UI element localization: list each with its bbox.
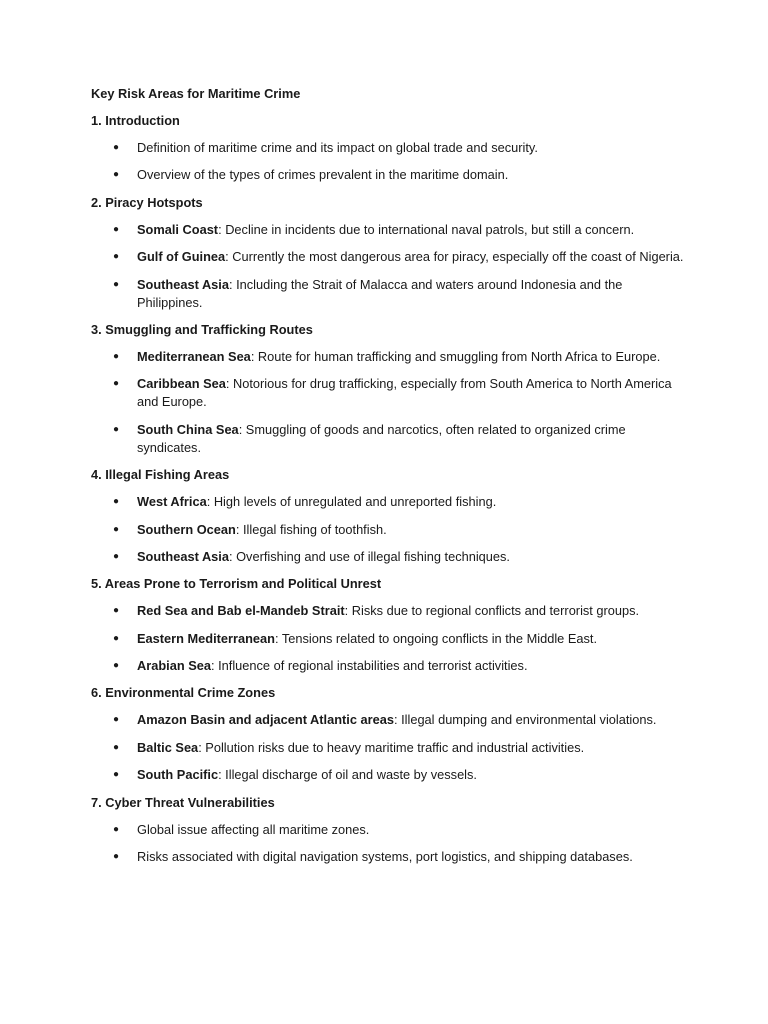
list-item-term: Eastern Mediterranean: [137, 630, 275, 646]
list-item-term: Somali Coast: [137, 221, 219, 237]
list-item-text: : Including the Strait of Malacca and waters around Indonesia and the Philippines.: [137, 276, 623, 310]
section-heading: 5. Areas Prone to Terrorism and Political Unrest: [91, 576, 382, 592]
list-item: [91, 493, 691, 511]
section-heading: 4. Illegal Fishing Areas: [91, 467, 230, 483]
list-item-term: Baltic Sea: [137, 739, 199, 755]
list-item: [91, 739, 691, 757]
bullet-icon: ●: [113, 660, 120, 672]
document-title: Key Risk Areas for Maritime Crime: [91, 86, 301, 101]
bullet-list: [91, 221, 691, 312]
list-item: [91, 375, 691, 411]
list-item-term: Gulf of Guinea: [137, 249, 226, 265]
list-item: [91, 348, 691, 366]
list-item-text: Global issue affecting all maritime zones.: [137, 821, 370, 837]
section-heading: 7. Cyber Threat Vulnerabilities: [91, 794, 275, 810]
list-item-term: Caribbean Sea: [137, 376, 226, 392]
list-item-term: Southern Ocean: [137, 521, 236, 537]
document-body: [91, 85, 691, 875]
list-item: [91, 139, 691, 157]
section-heading: 6. Environmental Crime Zones: [91, 685, 276, 701]
section-heading: 2. Piracy Hotspots: [91, 194, 203, 210]
list-item-text: Overview of the types of crimes prevalent in the maritime domain.: [137, 167, 509, 183]
bullet-icon: ●: [113, 823, 120, 835]
list-item-term: Southeast Asia: [137, 548, 229, 564]
list-item: [91, 630, 691, 648]
list-item: [91, 657, 691, 675]
section: [91, 684, 691, 784]
section: [91, 466, 691, 566]
list-item-text: : Overfishing and use of illegal fishing techniques.: [228, 548, 510, 564]
list-item-term: West Africa: [137, 494, 207, 510]
bullet-icon: ●: [113, 632, 120, 644]
list-item-text: : Route for human trafficking and smuggling from North Africa to Europe.: [250, 348, 661, 364]
bullet-icon: ●: [113, 714, 120, 726]
list-item: [91, 221, 691, 239]
list-item-term: Arabian Sea: [137, 658, 211, 674]
list-item-text: : Influence of regional instabilities and terrorist activities.: [210, 658, 528, 674]
section-heading: 1. Introduction: [91, 113, 180, 128]
list-item-text: : Pollution risks due to heavy maritime traffic and industrial activities.: [198, 739, 585, 755]
list-item-text: : High levels of unregulated and unreported fishing.: [206, 494, 497, 510]
list-item-text: : Notorious for drug trafficking, especially from South America to North America and Europe.: [137, 376, 672, 410]
bullet-icon: ●: [113, 251, 120, 263]
list-item: [91, 521, 691, 539]
list-item: [91, 548, 691, 566]
bullet-icon: ●: [113, 423, 120, 435]
list-item: [91, 848, 691, 866]
list-item-text: : Decline in incidents due to international naval patrols, but still a concern.: [218, 221, 635, 237]
bullet-icon: ●: [113, 851, 120, 863]
list-item-term: South China Sea: [137, 421, 239, 437]
list-item-text: Definition of maritime crime and its impact on global trade and security.: [137, 140, 538, 155]
list-item-text: : Illegal fishing of toothfish.: [235, 521, 387, 537]
bullet-list: [91, 493, 691, 566]
section: [91, 575, 691, 675]
list-item-term: Mediterranean Sea: [137, 348, 251, 364]
list-item-term: Red Sea and Bab el-Mandeb Strait: [137, 603, 345, 619]
bullet-icon: ●: [113, 169, 120, 181]
list-item-text: : Smuggling of goods and narcotics, often related to organized crime syndicates.: [137, 421, 626, 455]
list-item-text: : Tensions related to ongoing conflicts in the Middle East.: [274, 630, 597, 646]
section: [91, 321, 691, 457]
list-item-text: Risks associated with digital navigation systems, port logistics, and shipping databases.: [137, 849, 633, 865]
list-item: [91, 766, 691, 784]
bullet-icon: ●: [113, 378, 120, 390]
bullet-icon: ●: [113, 769, 120, 781]
list-item: [91, 248, 691, 266]
bullet-list: [91, 348, 691, 457]
section: [91, 794, 691, 866]
list-item-term: Southeast Asia: [137, 276, 229, 292]
list-item-text: : Currently the most dangerous area for piracy, especially off the coast of Nigeria.: [225, 249, 684, 265]
section: [91, 112, 691, 184]
list-item-term: South Pacific: [137, 767, 219, 783]
bullet-icon: ●: [113, 350, 120, 362]
bullet-icon: ●: [113, 142, 120, 153]
list-item: [91, 276, 691, 312]
sections-container: [91, 112, 691, 866]
list-item: [91, 821, 691, 839]
bullet-icon: ●: [113, 605, 120, 617]
bullet-list: [91, 602, 691, 675]
bullet-icon: ●: [113, 278, 120, 290]
list-item: [91, 166, 691, 184]
bullet-icon: ●: [113, 223, 120, 235]
list-item: [91, 602, 691, 620]
bullet-icon: ●: [113, 523, 120, 535]
bullet-list: [91, 821, 691, 866]
section-heading: 3. Smuggling and Trafficking Routes: [91, 321, 313, 337]
list-item-term: Amazon Basin and adjacent Atlantic areas: [137, 712, 394, 728]
bullet-list: [91, 139, 691, 184]
list-item-text: : Illegal dumping and environmental violations.: [393, 712, 657, 728]
bullet-list: [91, 711, 691, 784]
bullet-icon: ●: [113, 741, 120, 753]
bullet-icon: ●: [113, 496, 120, 508]
bullet-icon: ●: [113, 550, 120, 562]
list-item-text: : Illegal discharge of oil and waste by vessels.: [218, 767, 477, 783]
section: [91, 194, 691, 312]
list-item: [91, 711, 691, 729]
list-item-text: : Risks due to regional conflicts and terrorist groups.: [344, 603, 640, 619]
list-item: [91, 421, 691, 457]
